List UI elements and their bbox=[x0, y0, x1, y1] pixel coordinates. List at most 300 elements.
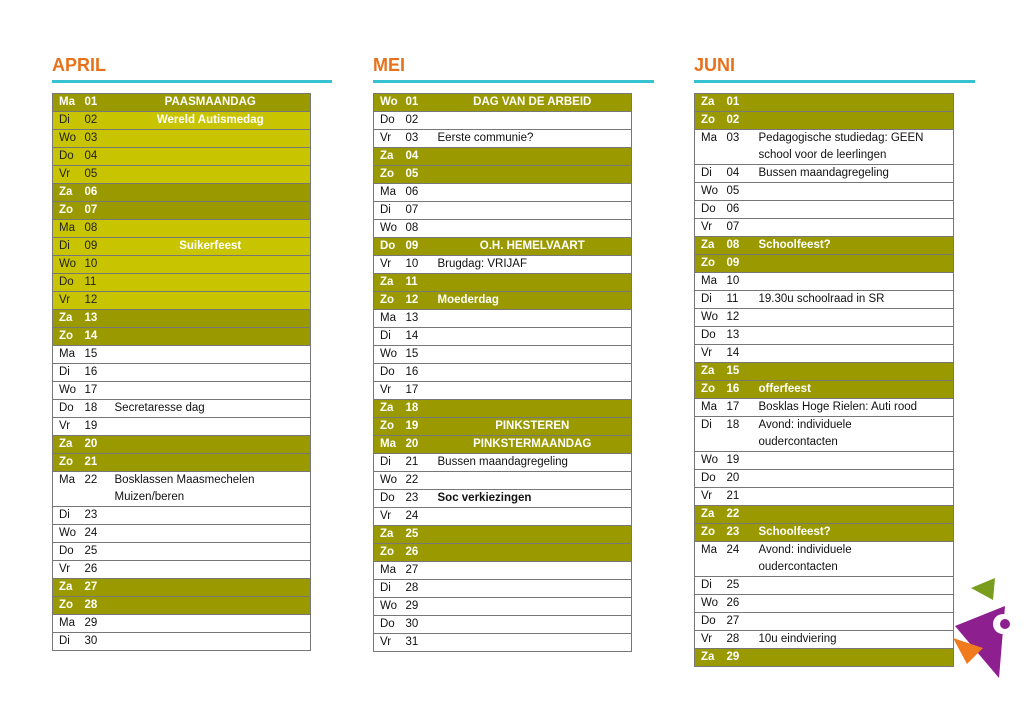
event-text-line2: school voor de leerlingen bbox=[758, 149, 887, 161]
event-cell bbox=[434, 292, 632, 310]
date-cell: 26 bbox=[406, 544, 434, 562]
weekday-cell: Do bbox=[53, 543, 85, 561]
event-cell bbox=[111, 184, 311, 202]
weekday-cell: Ma bbox=[695, 130, 727, 165]
weekday-cell: Vr bbox=[374, 130, 406, 148]
weekday-cell: Do bbox=[695, 327, 727, 345]
calendar-row bbox=[374, 562, 632, 580]
weekday-cell: Zo bbox=[53, 202, 85, 220]
calendar-row bbox=[374, 472, 632, 490]
event-text: Eerste communie? bbox=[437, 132, 534, 144]
weekday-cell: Do bbox=[695, 201, 727, 219]
month-april bbox=[52, 54, 332, 651]
event-cell bbox=[111, 202, 311, 220]
event-cell bbox=[755, 237, 954, 255]
event-cell bbox=[755, 381, 954, 399]
calendar-row bbox=[695, 345, 954, 363]
calendar-row bbox=[695, 130, 954, 165]
event-cell bbox=[111, 148, 311, 166]
date-cell: 18 bbox=[727, 417, 755, 452]
date-cell: 06 bbox=[406, 184, 434, 202]
date-cell: 13 bbox=[727, 327, 755, 345]
calendar-row bbox=[374, 184, 632, 202]
calendar-row bbox=[695, 506, 954, 524]
calendar-row bbox=[695, 273, 954, 291]
date-cell: 21 bbox=[85, 454, 111, 472]
weekday-cell: Do bbox=[53, 274, 85, 292]
date-cell: 18 bbox=[406, 400, 434, 418]
date-cell: 20 bbox=[85, 436, 111, 454]
event-cell bbox=[755, 165, 954, 183]
weekday-cell: Zo bbox=[695, 255, 727, 273]
event-text: Brugdag: VRIJAF bbox=[437, 258, 527, 270]
date-cell: 11 bbox=[406, 274, 434, 292]
event-text: Bussen maandagregeling bbox=[758, 167, 889, 179]
event-cell bbox=[755, 470, 954, 488]
date-cell: 18 bbox=[85, 400, 111, 418]
calendar-row bbox=[695, 595, 954, 613]
date-cell: 16 bbox=[85, 364, 111, 382]
date-cell: 24 bbox=[85, 525, 111, 543]
event-cell bbox=[111, 543, 311, 561]
event-cell bbox=[434, 490, 632, 508]
date-cell: 27 bbox=[406, 562, 434, 580]
weekday-cell: Wo bbox=[695, 183, 727, 201]
calendar-row bbox=[695, 488, 954, 506]
event-cell bbox=[434, 580, 632, 598]
date-cell: 07 bbox=[85, 202, 111, 220]
calendar-row bbox=[374, 490, 632, 508]
event-text: Secretaresse dag bbox=[114, 402, 205, 414]
weekday-cell: Do bbox=[374, 364, 406, 382]
weekday-cell: Za bbox=[374, 400, 406, 418]
weekday-cell: Wo bbox=[53, 256, 85, 274]
calendar-row bbox=[374, 166, 632, 184]
weekday-cell: Ma bbox=[374, 436, 406, 454]
calendar-row bbox=[374, 544, 632, 562]
event-cell bbox=[755, 524, 954, 542]
event-cell bbox=[434, 634, 632, 652]
event-cell bbox=[111, 454, 311, 472]
date-cell: 22 bbox=[406, 472, 434, 490]
event-cell bbox=[111, 220, 311, 238]
date-cell: 22 bbox=[85, 472, 111, 507]
weekday-cell: Za bbox=[53, 579, 85, 597]
date-cell: 06 bbox=[85, 184, 111, 202]
weekday-cell: Za bbox=[695, 649, 727, 667]
event-cell bbox=[755, 183, 954, 201]
calendar-row bbox=[53, 202, 311, 220]
weekday-cell: Do bbox=[374, 616, 406, 634]
calendar-row bbox=[53, 238, 311, 256]
calendar-row bbox=[374, 346, 632, 364]
event-cell bbox=[755, 327, 954, 345]
date-cell: 01 bbox=[727, 94, 755, 112]
calendar-row bbox=[374, 598, 632, 616]
calendar-row bbox=[53, 292, 311, 310]
calendar-row bbox=[53, 166, 311, 184]
event-cell bbox=[434, 598, 632, 616]
calendar-row bbox=[695, 631, 954, 649]
date-cell: 10 bbox=[85, 256, 111, 274]
month-divider bbox=[373, 80, 654, 83]
weekday-cell: Za bbox=[695, 94, 727, 112]
event-cell bbox=[434, 130, 632, 148]
weekday-cell: Vr bbox=[695, 488, 727, 506]
calendar-row bbox=[695, 399, 954, 417]
event-cell bbox=[111, 561, 311, 579]
weekday-cell: Do bbox=[374, 238, 406, 256]
date-cell: 04 bbox=[727, 165, 755, 183]
weekday-cell: Do bbox=[695, 470, 727, 488]
date-cell: 12 bbox=[727, 309, 755, 327]
weekday-cell: Vr bbox=[53, 418, 85, 436]
event-cell bbox=[434, 310, 632, 328]
event-cell bbox=[755, 291, 954, 309]
weekday-cell: Za bbox=[53, 310, 85, 328]
date-cell: 08 bbox=[406, 220, 434, 238]
calendar-row bbox=[695, 255, 954, 273]
calendar-row bbox=[695, 94, 954, 112]
event-cell bbox=[434, 454, 632, 472]
event-text: Soc verkiezingen bbox=[437, 492, 532, 504]
event-cell bbox=[755, 309, 954, 327]
event-cell bbox=[755, 577, 954, 595]
calendar-row bbox=[374, 616, 632, 634]
date-cell: 04 bbox=[85, 148, 111, 166]
weekday-cell: Di bbox=[695, 291, 727, 309]
event-text: 10u eindviering bbox=[758, 633, 837, 645]
date-cell: 20 bbox=[406, 436, 434, 454]
calendar-row bbox=[695, 524, 954, 542]
event-cell bbox=[755, 649, 954, 667]
event-cell bbox=[434, 616, 632, 634]
weekday-cell: Ma bbox=[695, 273, 727, 291]
weekday-cell: Vr bbox=[53, 561, 85, 579]
calendar-row bbox=[374, 94, 632, 112]
event-cell bbox=[434, 400, 632, 418]
event-cell bbox=[111, 615, 311, 633]
calendar-row bbox=[695, 613, 954, 631]
date-cell: 24 bbox=[727, 542, 755, 577]
event-cell bbox=[111, 166, 311, 184]
date-cell: 16 bbox=[406, 364, 434, 382]
month-juni bbox=[694, 54, 975, 667]
weekday-cell: Ma bbox=[53, 220, 85, 238]
calendar-row bbox=[53, 364, 311, 382]
event-cell bbox=[111, 579, 311, 597]
event-cell bbox=[755, 201, 954, 219]
school-logo-icon bbox=[953, 578, 1024, 678]
event-cell bbox=[111, 382, 311, 400]
date-cell: 04 bbox=[406, 148, 434, 166]
event-cell bbox=[111, 238, 311, 256]
weekday-cell: Wo bbox=[53, 525, 85, 543]
date-cell: 14 bbox=[406, 328, 434, 346]
event-cell bbox=[111, 292, 311, 310]
weekday-cell: Za bbox=[695, 506, 727, 524]
date-cell: 29 bbox=[727, 649, 755, 667]
weekday-cell: Wo bbox=[53, 130, 85, 148]
weekday-cell: Vr bbox=[695, 219, 727, 237]
calendar-row bbox=[53, 346, 311, 364]
event-cell bbox=[111, 328, 311, 346]
date-cell: 13 bbox=[406, 310, 434, 328]
weekday-cell: Wo bbox=[374, 220, 406, 238]
event-cell bbox=[434, 184, 632, 202]
date-cell: 23 bbox=[727, 524, 755, 542]
calendar-row bbox=[695, 309, 954, 327]
date-cell: 03 bbox=[406, 130, 434, 148]
calendar-row bbox=[53, 310, 311, 328]
weekday-cell: Di bbox=[695, 417, 727, 452]
calendar-table bbox=[373, 93, 632, 652]
event-cell bbox=[434, 364, 632, 382]
event-cell bbox=[755, 542, 954, 577]
date-cell: 20 bbox=[727, 470, 755, 488]
month-divider bbox=[52, 80, 332, 83]
date-cell: 17 bbox=[727, 399, 755, 417]
weekday-cell: Do bbox=[53, 148, 85, 166]
date-cell: 30 bbox=[85, 633, 111, 651]
date-cell: 02 bbox=[406, 112, 434, 130]
weekday-cell: Wo bbox=[374, 94, 406, 112]
event-text: PINKSTEREN bbox=[495, 420, 570, 432]
calendar-row bbox=[53, 633, 311, 651]
date-cell: 12 bbox=[406, 292, 434, 310]
date-cell: 08 bbox=[85, 220, 111, 238]
date-cell: 03 bbox=[727, 130, 755, 165]
event-cell bbox=[755, 363, 954, 381]
weekday-cell: Ma bbox=[53, 94, 85, 112]
event-cell bbox=[111, 597, 311, 615]
weekday-cell: Zo bbox=[374, 166, 406, 184]
calendar-row bbox=[53, 561, 311, 579]
weekday-cell: Zo bbox=[374, 418, 406, 436]
calendar-row bbox=[374, 364, 632, 382]
calendar-row bbox=[695, 327, 954, 345]
weekday-cell: Ma bbox=[695, 399, 727, 417]
weekday-cell: Wo bbox=[695, 309, 727, 327]
calendar-row bbox=[53, 454, 311, 472]
weekday-cell: Vr bbox=[695, 631, 727, 649]
event-text: 19.30u schoolraad in SR bbox=[758, 293, 885, 305]
calendar-row bbox=[374, 436, 632, 454]
event-cell bbox=[111, 472, 311, 507]
date-cell: 26 bbox=[85, 561, 111, 579]
calendar-row bbox=[374, 256, 632, 274]
calendar-row bbox=[695, 112, 954, 130]
event-text-line2: oudercontacten bbox=[758, 561, 838, 573]
event-cell bbox=[111, 274, 311, 292]
calendar-row bbox=[53, 328, 311, 346]
event-text: Suikerfeest bbox=[179, 240, 242, 252]
date-cell: 09 bbox=[727, 255, 755, 273]
weekday-cell: Zo bbox=[374, 292, 406, 310]
event-cell bbox=[755, 399, 954, 417]
event-text: Pedagogische studiedag: GEEN bbox=[758, 132, 924, 144]
event-cell bbox=[111, 364, 311, 382]
date-cell: 19 bbox=[727, 452, 755, 470]
event-cell bbox=[434, 274, 632, 292]
date-cell: 19 bbox=[85, 418, 111, 436]
calendar-row bbox=[374, 148, 632, 166]
calendar-row bbox=[53, 220, 311, 238]
date-cell: 29 bbox=[406, 598, 434, 616]
weekday-cell: Vr bbox=[374, 634, 406, 652]
calendar-row bbox=[53, 184, 311, 202]
weekday-cell: Zo bbox=[374, 544, 406, 562]
month-divider bbox=[694, 80, 975, 83]
date-cell: 23 bbox=[406, 490, 434, 508]
event-cell bbox=[434, 328, 632, 346]
date-cell: 31 bbox=[406, 634, 434, 652]
calendar-row bbox=[695, 183, 954, 201]
event-text: Bosklassen Maasmechelen bbox=[114, 474, 255, 486]
event-cell bbox=[434, 544, 632, 562]
event-cell bbox=[755, 488, 954, 506]
event-cell bbox=[434, 112, 632, 130]
calendar-row bbox=[374, 112, 632, 130]
event-cell bbox=[755, 273, 954, 291]
event-cell bbox=[111, 310, 311, 328]
weekday-cell: Vr bbox=[374, 508, 406, 526]
weekday-cell: Vr bbox=[374, 382, 406, 400]
date-cell: 16 bbox=[727, 381, 755, 399]
event-cell bbox=[434, 418, 632, 436]
calendar-row bbox=[374, 634, 632, 652]
weekday-cell: Wo bbox=[695, 452, 727, 470]
event-text-line2: oudercontacten bbox=[758, 436, 838, 448]
event-text: PAASMAANDAG bbox=[164, 96, 256, 108]
weekday-cell: Zo bbox=[695, 524, 727, 542]
calendar-row bbox=[374, 580, 632, 598]
weekday-cell: Za bbox=[695, 363, 727, 381]
weekday-cell: Di bbox=[695, 165, 727, 183]
calendar-row bbox=[53, 436, 311, 454]
calendar-row bbox=[374, 130, 632, 148]
date-cell: 25 bbox=[406, 526, 434, 544]
calendar-row bbox=[53, 94, 311, 112]
event-cell bbox=[111, 507, 311, 525]
date-cell: 28 bbox=[85, 597, 111, 615]
calendar-row bbox=[695, 237, 954, 255]
weekday-cell: Ma bbox=[695, 542, 727, 577]
date-cell: 10 bbox=[727, 273, 755, 291]
weekday-cell: Vr bbox=[53, 292, 85, 310]
date-cell: 12 bbox=[85, 292, 111, 310]
weekday-cell: Za bbox=[374, 526, 406, 544]
date-cell: 28 bbox=[406, 580, 434, 598]
date-cell: 01 bbox=[85, 94, 111, 112]
weekday-cell: Ma bbox=[374, 310, 406, 328]
calendar-row bbox=[374, 310, 632, 328]
date-cell: 09 bbox=[85, 238, 111, 256]
date-cell: 15 bbox=[406, 346, 434, 364]
event-text: Bussen maandagregeling bbox=[437, 456, 568, 468]
event-cell bbox=[755, 112, 954, 130]
event-cell bbox=[434, 256, 632, 274]
event-cell bbox=[755, 255, 954, 273]
event-text: offerfeest bbox=[758, 383, 811, 395]
date-cell: 19 bbox=[406, 418, 434, 436]
calendar-row bbox=[695, 219, 954, 237]
date-cell: 27 bbox=[727, 613, 755, 631]
calendar-row bbox=[53, 130, 311, 148]
weekday-cell: Ma bbox=[374, 562, 406, 580]
calendar-row bbox=[374, 400, 632, 418]
calendar-row bbox=[53, 597, 311, 615]
calendar-row bbox=[53, 507, 311, 525]
event-cell bbox=[755, 631, 954, 649]
weekday-cell: Za bbox=[53, 436, 85, 454]
event-cell bbox=[755, 130, 954, 165]
event-cell bbox=[434, 526, 632, 544]
date-cell: 21 bbox=[406, 454, 434, 472]
calendar-row bbox=[695, 291, 954, 309]
date-cell: 09 bbox=[406, 238, 434, 256]
calendar-row bbox=[53, 418, 311, 436]
calendar-row bbox=[53, 256, 311, 274]
event-cell bbox=[434, 238, 632, 256]
calendar-row bbox=[374, 220, 632, 238]
date-cell: 25 bbox=[85, 543, 111, 561]
weekday-cell: Wo bbox=[695, 595, 727, 613]
event-cell bbox=[434, 472, 632, 490]
calendar-row bbox=[374, 328, 632, 346]
date-cell: 14 bbox=[727, 345, 755, 363]
event-cell bbox=[111, 256, 311, 274]
date-cell: 30 bbox=[406, 616, 434, 634]
date-cell: 07 bbox=[727, 219, 755, 237]
event-cell bbox=[111, 94, 311, 112]
date-cell: 13 bbox=[85, 310, 111, 328]
calendar-row bbox=[695, 452, 954, 470]
event-cell bbox=[111, 130, 311, 148]
event-cell bbox=[434, 94, 632, 112]
date-cell: 02 bbox=[85, 112, 111, 130]
calendar-row bbox=[53, 400, 311, 418]
event-cell bbox=[434, 202, 632, 220]
calendar-row bbox=[374, 454, 632, 472]
weekday-cell: Di bbox=[374, 454, 406, 472]
weekday-cell: Wo bbox=[374, 472, 406, 490]
date-cell: 05 bbox=[406, 166, 434, 184]
date-cell: 07 bbox=[406, 202, 434, 220]
event-text: O.H. HEMELVAART bbox=[479, 240, 585, 252]
date-cell: 11 bbox=[85, 274, 111, 292]
calendar-row bbox=[53, 274, 311, 292]
date-cell: 06 bbox=[727, 201, 755, 219]
date-cell: 10 bbox=[406, 256, 434, 274]
calendar-row bbox=[53, 579, 311, 597]
calendar-row bbox=[374, 274, 632, 292]
date-cell: 27 bbox=[85, 579, 111, 597]
calendar-row bbox=[695, 417, 954, 452]
calendar-row bbox=[53, 525, 311, 543]
calendar-row bbox=[374, 418, 632, 436]
calendar-row bbox=[695, 363, 954, 381]
date-cell: 01 bbox=[406, 94, 434, 112]
calendar-row bbox=[374, 382, 632, 400]
weekday-cell: Za bbox=[374, 148, 406, 166]
weekday-cell: Zo bbox=[53, 328, 85, 346]
month-mei bbox=[373, 54, 654, 652]
calendar-row bbox=[695, 542, 954, 577]
weekday-cell: Di bbox=[53, 364, 85, 382]
calendar-row bbox=[53, 472, 311, 507]
weekday-cell: Do bbox=[374, 112, 406, 130]
